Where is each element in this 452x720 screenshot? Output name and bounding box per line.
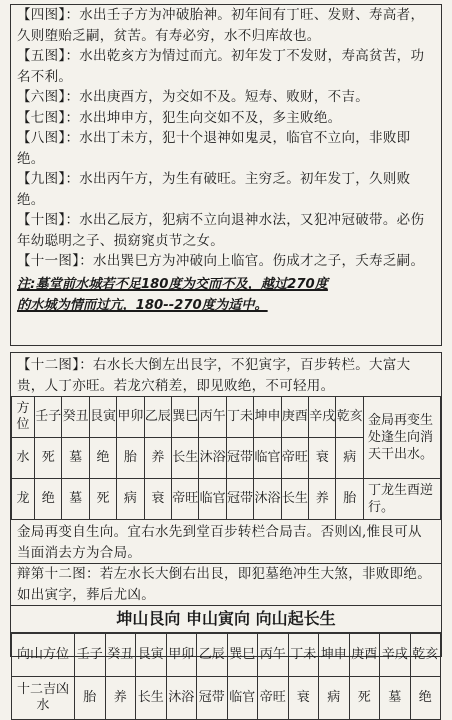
table-cell: 衰 — [144, 479, 171, 520]
table-cell: 衰 — [288, 677, 319, 720]
table-cell: 乾亥 — [336, 397, 364, 438]
table-cell: 冠带 — [226, 438, 253, 479]
table-cell: 乙辰 — [197, 634, 228, 677]
table-cell: 胎 — [117, 438, 144, 479]
table-cell: 墓 — [62, 438, 89, 479]
side-dragon-cell: 丁龙生酉逆行。 — [364, 479, 441, 520]
table-cell: 养 — [309, 479, 336, 520]
section-headline: 坤山艮向 申山寅向 向山起长生 — [11, 605, 441, 633]
water-dragon-table — [11, 396, 441, 520]
table-cell: 沐浴 — [254, 479, 281, 520]
table-cell: 沐浴 — [199, 438, 226, 479]
table-cell: 冠带 — [226, 479, 253, 520]
table-cell: 方位 — [12, 397, 35, 438]
table-cell: 临官 — [254, 438, 281, 479]
table-row — [12, 397, 441, 438]
annotation-note — [11, 272, 441, 316]
paragraph-bian: 辩第十二图：若左水长大倒右出艮，即犯墓绝冲生大煞，非败即绝。如出寅字，葬后尤凶。 — [17, 566, 431, 603]
table-cell: 衰 — [309, 438, 336, 479]
table-cell: 巽巳 — [172, 397, 199, 438]
table-cell: 辛戌 — [309, 397, 336, 438]
table-cell: 墓 — [380, 677, 411, 720]
table-cell: 水 — [12, 438, 35, 479]
table-cell: 沐浴 — [166, 677, 197, 720]
table-cell: 养 — [144, 438, 171, 479]
table-cell: 死 — [89, 479, 116, 520]
table-cell: 长生 — [172, 438, 199, 479]
table-cell: 病 — [319, 677, 350, 720]
table-cell: 坤申 — [254, 397, 281, 438]
table-cell: 十二吉凶水 — [12, 677, 75, 720]
table-cell: 坤申 — [319, 634, 350, 677]
table-cell: 艮寅 — [136, 634, 167, 677]
table-cell: 死 — [349, 677, 380, 720]
side-note-cell: 金局再变生处逢生向消天干出水。 — [364, 397, 441, 479]
paragraph-fig9: 【九图】：水出丙午方，为生有破旺。主穷乏。初年发丁，久则败绝。 — [17, 171, 411, 208]
table-cell: 乙辰 — [144, 397, 171, 438]
table-cell: 长生 — [281, 479, 308, 520]
table-cell: 龙 — [12, 479, 35, 520]
table-row — [12, 479, 441, 520]
table-cell: 胎 — [336, 479, 364, 520]
paragraph-fig11: 【十一图】：水出巽巳方为冲破向上临官。伤成才之子，夭寿乏嗣。 — [17, 253, 425, 269]
table-cell: 绝 — [89, 438, 116, 479]
table-cell: 长生 — [136, 677, 167, 720]
table-cell: 墓 — [62, 479, 89, 520]
table-cell: 丁未 — [288, 634, 319, 677]
table-cell: 艮寅 — [89, 397, 116, 438]
table-cell: 巽巳 — [227, 634, 258, 677]
table-cell: 死 — [35, 438, 62, 479]
table-cell: 临官 — [227, 677, 258, 720]
table-cell: 甲卯 — [117, 397, 144, 438]
table-cell: 辛戌 — [380, 634, 411, 677]
note-line-2: 的水城为情而过亢，180--270度为适中。 — [17, 297, 268, 313]
twelve-water-table — [11, 633, 441, 720]
table-row — [12, 634, 441, 677]
paragraph-fig7: 【七图】：水出坤申方，犯生向交如不及，多主败绝。 — [17, 109, 342, 126]
table-cell: 甲卯 — [166, 634, 197, 677]
table-cell: 绝 — [35, 479, 62, 520]
table-cell: 帝旺 — [172, 479, 199, 520]
table-cell: 丙午 — [199, 397, 226, 438]
paragraph-fig10: 【十图】：水出乙辰方，犯病不立向退神水法，又犯冲冠破带。必伤年幼聪明之子、损窈窕贞节之女。 — [17, 212, 425, 249]
table-cell: 绝 — [410, 677, 441, 720]
table-row — [12, 677, 441, 720]
table-cell: 临官 — [199, 479, 226, 520]
table-cell: 壬子 — [75, 634, 106, 677]
note-line-1: 注:墓堂前水城若不足180度为交而不及，越过270度 — [17, 276, 328, 292]
bottom-section — [10, 352, 442, 713]
table-cell: 壬子 — [35, 397, 62, 438]
table-cell: 帝旺 — [281, 438, 308, 479]
table-cell: 胎 — [75, 677, 106, 720]
table-cell: 丙午 — [258, 634, 289, 677]
table-cell: 帝旺 — [258, 677, 289, 720]
paragraph-fig6: 【六图】：水出庚酉方，为交如不及。短寿、败财，不吉。 — [17, 89, 370, 105]
table-cell: 癸丑 — [62, 397, 89, 438]
table-cell: 丁未 — [226, 397, 253, 438]
paragraph-note2: 金局再变自生向。宜右水先到堂百步转栏合局吉。否则凶,惟艮可从当面消去方为合局。 — [17, 524, 422, 561]
table-cell: 病 — [336, 438, 364, 479]
top-section — [10, 4, 442, 346]
paragraph-fig5: 【五图】：水出乾亥方为情过而亢。初年发丁不发财，寿高贫苦，功名不利。 — [17, 48, 425, 85]
paragraph-fig4: 【四图】：水出壬子方为冲破胎神。初年间有丁旺、发财、寿高者，久则堕贻乏嗣，贫苦。有寿必穷，水不归库故也。 — [17, 7, 425, 44]
paragraph-fig8: 【八图】：水出丁未方，犯十个退神如鬼灵，临官不立向，非败即绝。 — [17, 130, 411, 167]
table-cell: 养 — [105, 677, 136, 720]
table-cell: 癸丑 — [105, 634, 136, 677]
table-cell: 冠带 — [197, 677, 228, 720]
table-cell: 庚酉 — [349, 634, 380, 677]
table-cell: 向山方位 — [12, 634, 75, 677]
table-cell: 乾亥 — [410, 634, 441, 677]
paragraph-fig12: 【十二图】：右水长大倒左出艮字，不犯寅字，百步转栏。大富大贵，人丁亦旺。若龙穴稍差，即见败绝，不可轻用。 — [17, 357, 411, 394]
table-cell: 庚酉 — [281, 397, 308, 438]
table-cell: 病 — [117, 479, 144, 520]
